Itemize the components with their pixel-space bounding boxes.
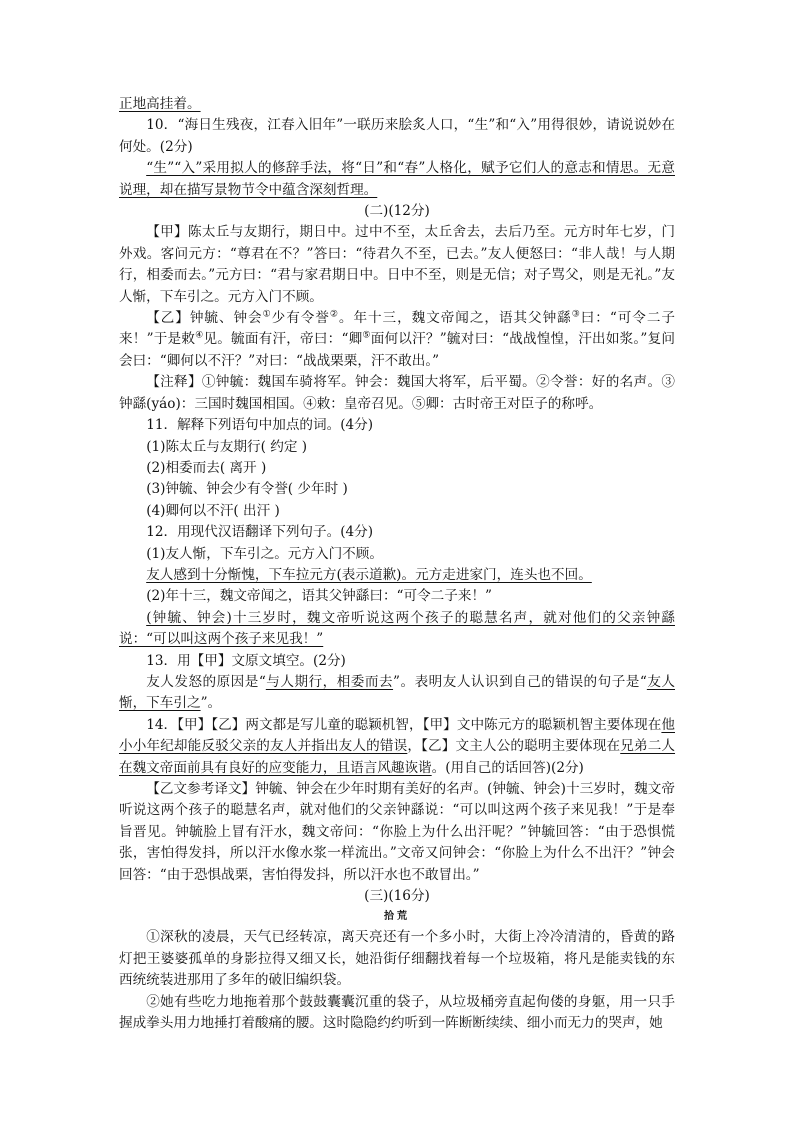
answer-10: “生”“入”采用拟人的修辞手法，将“日”和“春”人格化，赋予它们人的意志和情思。无意说理，却在描写景物节令中蕴含深刻哲理。 [119,160,675,198]
question-11-item-3: (3)钟毓、钟会少有令誉( 少年时 ) [146,481,348,498]
section-3-heading: (三)(16分) [364,888,430,905]
answer-13-a: 与人期行，相委而去 [265,673,394,690]
reference-translation: 【乙文参考译文】钟毓、钟会在少年时期有美好的名声。(钟毓、钟会)十三岁时，魏文帝听说这两个孩子的聪慧名声，就对他们的父亲钟繇说：“可以叫这两个孩子来见我！”于是奉旨晋见。钟毓脸上冒有汗水，魏文帝问：“你脸上为什么出汗呢？”钟毓回答：“由于恐惧慌张，害怕得发抖，所以汗水像水浆一样流出。”文帝又问钟会：“你脸上为什么不出汗？”钟会回答：“由于恐惧战栗，害怕得发抖，所以汗水也不敢冒出。” [119,781,675,883]
question-11-item-4: (4)卿何以不汗( 出汗 ) [146,502,280,519]
question-10: 10．“海日生残夜，江春入旧年”一联历来脍炙人口，“生”和“入”用得很妙，请说说妙在何处。(2分) [119,117,675,155]
question-12-item-2: (2)年十三，魏文帝闻之，语其父钟繇曰：“可令二子来！” [146,588,492,605]
document-page [119,94,675,1034]
answer-line-continued: 正地高挂着。 [119,96,201,112]
passage-jia: 【甲】陈太丘与友期行，期日中。过中不至，太丘舍去，去后乃至。元方时年七岁，门外戏。客问元方：“尊君在不？”答曰：“待君久不至，已去。”友人便怒曰：“非人哉！与人期行，相委而去。”元方曰：“君与家君期日中。日中不至，则是无信；对子骂父，则是无礼。”友人惭，下车引之。元方入门不顾。 [119,224,675,305]
section-2-heading: (二)(12分) [364,203,430,220]
question-12-item-1: (1)友人惭，下车引之。元方入门不顾。 [146,545,383,562]
answer-12-2: (钟毓、钟会)十三岁时，魏文帝听说这两个孩子的聪慧名声，就对他们的父亲钟繇说：“可以叫这两个孩子来见我！” [119,609,675,648]
story-title: 拾荒 [384,911,410,923]
passage-yi: 【乙】钟毓、钟会①少有令誉②。年十三，魏文帝闻之，语其父钟繇③曰：“可令二子来！”于是敕④见。毓面有汗，帝曰：“卿⑤面何以汗？”毓对曰：“战战惶惶，汗出如浆。”复问会曰：“卿何以不汗？”对曰：“战战栗栗，汗不敢出。” [119,309,676,369]
answer-14-a: 他小小年纪却能反驳父亲的友人并指出友人的错误 [119,716,675,755]
answer-14-b: 兄弟二人在魏文帝面前具有良好的应变能力，且语言风趣诙谐 [119,738,676,776]
question-13-body: 友人发怒的原因是“与人期行，相委而去”。表明友人认识到自己的错误的句子是“友人惭，下车引之”。 [119,673,676,712]
question-11-item-2: (2)相委而去( 离开 ) [146,459,267,476]
story-paragraph-1: ①深秋的凌晨，天气已经转凉，离天亮还有一个多小时，大街上冷冷清清的，昏黄的路灯把王婆婆孤单的身影拉得又细又长，她沿街仔细翻找着每一个垃圾箱，将凡是能卖钱的东西统统装进那用了多年的破旧编织袋。 [119,929,675,989]
question-13: 13．用【甲】文原文填空。(2分) [146,652,346,669]
answer-12-1: 友人感到十分惭愧，下车拉元方(表示道歉)。元方走进家门，连头也不回。 [146,566,592,583]
question-12: 12．用现代汉语翻译下列句子。(4分) [146,524,374,541]
story-paragraph-2: ②她有些吃力地拖着那个鼓鼓囊囊沉重的袋子，从垃圾桶旁直起佝偻的身躯，用一只手握成拳头用力地捶打着酸痛的腰。这时隐隐约约听到一阵断断续续、细小而无力的哭声，她 [119,993,675,1032]
notes: 【注释】①钟毓：魏国车骑将军。钟会：魏国大将军，后平蜀。②令誉：好的名声。③钟繇(yáo)：三国时魏国相国。④敕：皇帝召见。⑤卿：古时帝王对臣子的称呼。 [119,374,675,412]
question-14: 14．【甲】【乙】两文都是写儿童的聪颖机智，【甲】文中陈元方的聪颖机智主要体现在他小小年纪却能反驳父亲的友人并指出友人的错误，【乙】文主人公的聪明主要体现在兄弟二人在魏文帝面前具有良好的应变能力，且语言风趣诙谐。(用自己的话回答)(2分) [119,716,676,776]
question-11-item-1: (1)陈太丘与友期行( 约定 ) [146,438,308,455]
question-11: 11．解释下列语句中加点的词。(4分) [146,417,374,434]
answer-13-b: 友人惭，下车引之 [119,673,676,712]
